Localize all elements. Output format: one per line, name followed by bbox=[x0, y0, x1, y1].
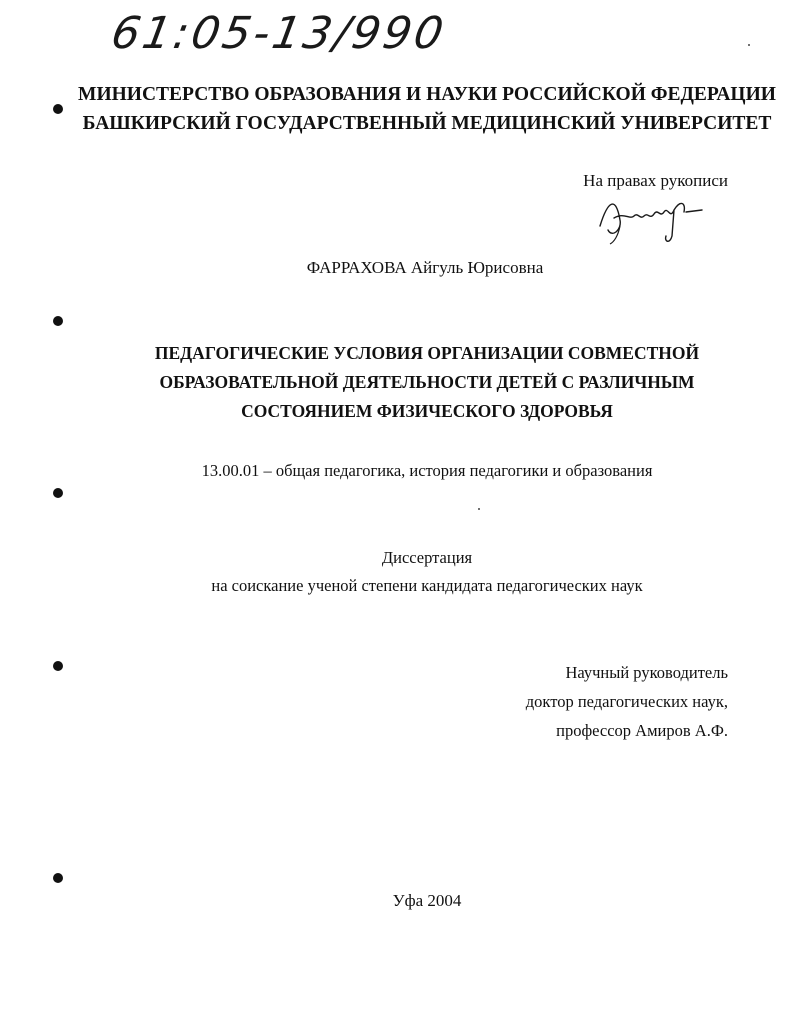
dissertation-purpose: на соискание ученой степени кандидата педагогических наук bbox=[211, 576, 643, 595]
specialty-code: 13.00.01 – общая педагогика, история педагогики и образования bbox=[201, 461, 653, 480]
scan-speck bbox=[478, 508, 480, 510]
binding-hole bbox=[53, 104, 63, 114]
university-name: БАШКИРСКИЙ ГОСУДАРСТВЕННЫЙ МЕДИЦИНСКИЙ УНИВЕРСИТЕТ bbox=[82, 113, 772, 134]
ministry-name: МИНИСТЕРСТВО ОБРАЗОВАНИЯ И НАУКИ РОССИЙСКОЙ ФЕДЕРАЦИИ bbox=[78, 84, 776, 105]
dissertation-title-line-3: СОСТОЯНИЕМ ФИЗИЧЕСКОГО ЗДОРОВЬЯ bbox=[241, 401, 613, 421]
binding-hole bbox=[53, 873, 63, 883]
supervisor-name: профессор Амиров А.Ф. bbox=[556, 721, 728, 740]
handwritten-catalog-code: 61:05-13/990 bbox=[107, 8, 450, 59]
city-year: Уфа 2004 bbox=[392, 891, 462, 910]
supervisor-role: Научный руководитель bbox=[565, 663, 728, 682]
dissertation-title-line-1: ПЕДАГОГИЧЕСКИЕ УСЛОВИЯ ОРГАНИЗАЦИИ СОВМЕСТНОЙ bbox=[154, 343, 700, 363]
binding-hole bbox=[53, 661, 63, 671]
supervisor-degree: доктор педагогических наук, bbox=[525, 692, 728, 711]
author-signature bbox=[594, 190, 704, 248]
manuscript-note: На правах рукописи bbox=[583, 171, 728, 190]
dissertation-title-line-2: ОБРАЗОВАТЕЛЬНОЙ ДЕЯТЕЛЬНОСТИ ДЕТЕЙ С РАЗЛИЧНЫМ bbox=[159, 372, 695, 392]
scan-speck bbox=[748, 44, 750, 46]
dissertation-label: Диссертация bbox=[381, 548, 473, 567]
binding-hole bbox=[53, 316, 63, 326]
author-name: ФАРРАХОВА Айгуль Юрисовна bbox=[306, 258, 544, 277]
binding-hole bbox=[53, 488, 63, 498]
